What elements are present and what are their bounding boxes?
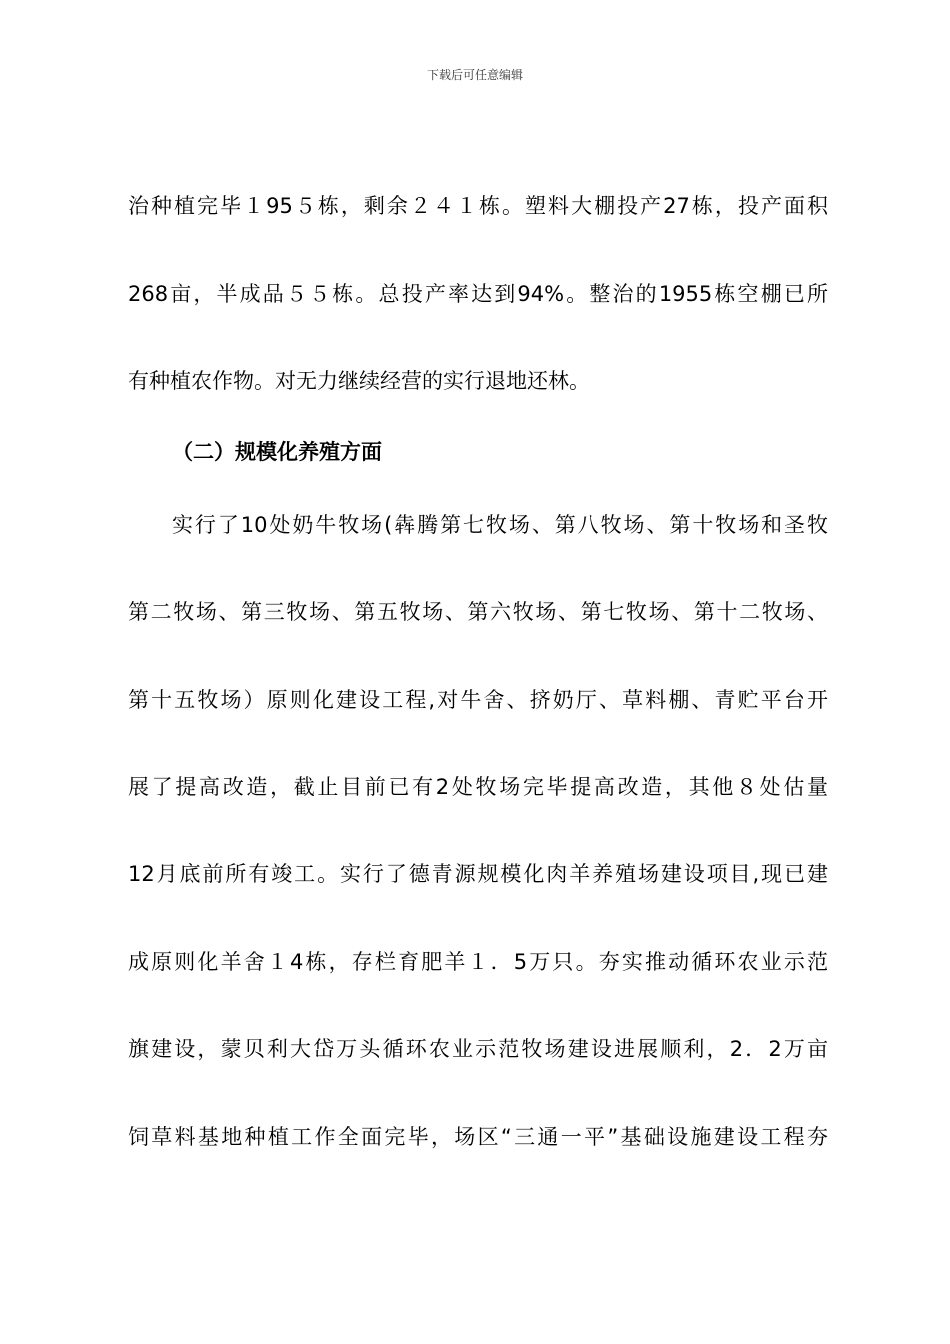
text-line: 12月底前所有竣工。实行了德青源规模化肉羊养殖场建设项目,现已建 — [128, 862, 828, 886]
text-line: 268亩，半成品５５栋。总投产率达到94%。整治的1955栋空棚已所 — [128, 282, 828, 306]
page-header: 下载后可任意编辑 — [426, 68, 523, 82]
text-line: 第二牧场、第三牧场、第五牧场、第六牧场、第七牧场、第十二牧场、 — [128, 600, 828, 624]
text-line: 展了提高改造，截止目前已有2处牧场完毕提高改造，其他８处估量 — [128, 775, 828, 799]
text-line: 有种植农作物。对无力继续经营的实行退地还林。 — [128, 369, 590, 393]
text-line: 饲草料基地种植工作全面完毕，场区“三通一平”基础设施建设工程夯 — [128, 1125, 828, 1149]
text-line: 实行了10处奶牛牧场(犇腾第七牧场、第八牧场、第十牧场和圣牧 — [172, 513, 828, 537]
text-line: 第十五牧场）原则化建设工程,对牛舍、挤奶厅、草料棚、青贮平台开 — [128, 688, 828, 712]
text-line: 成原则化羊舍１4栋，存栏育肥羊１．5万只。夯实推动循环农业示范 — [128, 950, 828, 974]
section-heading: （二）规模化养殖方面 — [172, 440, 382, 464]
text-line: 治种植完毕１95５栋，剩余２４１栋。塑料大棚投产27栋，投产面积 — [128, 194, 828, 218]
text-line: 旗建设，蒙贝利大岱万头循环农业示范牧场建设进展顺利，2．2万亩 — [128, 1037, 828, 1061]
